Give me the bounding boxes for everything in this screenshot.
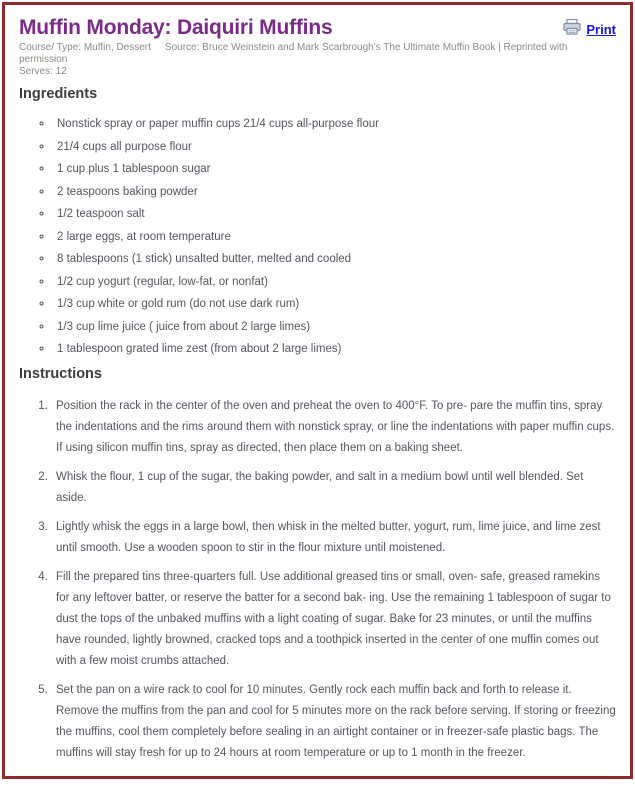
ingredients-list <box>19 118 616 355</box>
instruction-step: 3. Lightly whisk the eggs in a large bowl, then whisk in the melted butter, yogurt, rum, lime juice, and lime zest until smooth. Use a wooden spoon to stir in the flour mixture until moistened. <box>51 517 616 559</box>
ingredients-heading: Ingredients <box>19 86 98 102</box>
ingredient-item: ◦ 1/3 cup white or gold rum (do not use dark rum) <box>53 298 616 310</box>
instruction-step: 5. Set the pan on a wire rack to cool for 10 minutes. Gently rock each muffin back and forth to release it. Remove the muffins from the pan and cool for 5 minutes more on the rack before serving. If storing or freezing the muffins, cool them completely before sealing in an airtight container or in freezer-safe plastic bags. The muffins will stay fresh for up to 24 hours at room temperature or up to 1 month in the freezer. <box>51 680 616 764</box>
ingredient-item: ◦ 8 tablespoons (1 stick) unsalted butter, melted and cooled <box>53 253 616 265</box>
course-type-text: Course/ Type: Muffin, Dessert <box>19 42 151 53</box>
ingredient-item: ◦ 1/3 cup lime juice ( juice from about 2 large limes) <box>53 321 616 333</box>
serves-text: Serves: 12 <box>19 66 67 77</box>
ingredient-item: ◦ Nonstick spray or paper muffin cups 21/4 cups all-purpose flour <box>53 118 616 130</box>
meta-line <box>19 42 616 66</box>
ingredient-item: ◦ 1/2 cup yogurt (regular, low-fat, or nonfat) <box>53 276 616 288</box>
printer-icon[interactable] <box>563 19 581 40</box>
instruction-step: 4. Fill the prepared tins three-quarters full. Use additional greased tins or small, oven- safe, greased ramekins for any leftover batter, or reserve the batter for a second bak- ing. Use the remaining 1 tablespoon of sugar to dust the tops of the unbaked muffins with a light coating of sugar. Bake for 23 minutes, or until the muffins have rounded, lightly browned, cracked tops and a toothpick inserted in the center of one muffin comes out with a few moist crumbs attached. <box>51 567 616 672</box>
ingredient-item: ◦ 1 cup plus 1 tablespoon sugar <box>53 163 616 175</box>
print-link[interactable]: Print <box>586 22 616 37</box>
instructions-list <box>19 396 616 764</box>
instruction-step: 2. Whisk the flour, 1 cup of the sugar, the baking powder, and salt in a medium bowl until well blended. Set aside. <box>51 467 616 509</box>
page-title: Muffin Monday: Daiquiri Muffins <box>19 16 333 39</box>
source-text: Source: Bruce Weinstein and Mark Scarbrough's The Ultimate Muffin Book | Reprinted with permission <box>19 42 568 65</box>
instruction-step: 1. Position the rack in the center of the oven and preheat the oven to 400°F. To pre- pare the muffin tins, spray the indentations and the rims around them with nonstick spray, or line the indentations with paper muffin cups. If using silicon muffin tins, spray as directed, then place them on a baking sheet. <box>51 396 616 459</box>
recipe-header <box>19 11 616 42</box>
ingredient-item: ◦ 1/2 teaspoon salt <box>53 208 616 220</box>
recipe-card <box>2 2 633 779</box>
recipe-meta <box>19 42 616 78</box>
instructions-heading: Instructions <box>19 365 102 382</box>
ingredient-item: ◦ 2 large eggs, at room temperature <box>53 231 616 243</box>
ingredient-item: ◦ 1 tablespoon grated lime zest (from about 2 large limes) <box>53 343 616 355</box>
ingredient-item: ◦ 21/4 cups all purpose flour <box>53 141 616 153</box>
ingredient-item: ◦ 2 teaspoons baking powder <box>53 186 616 198</box>
print-area <box>563 19 616 40</box>
